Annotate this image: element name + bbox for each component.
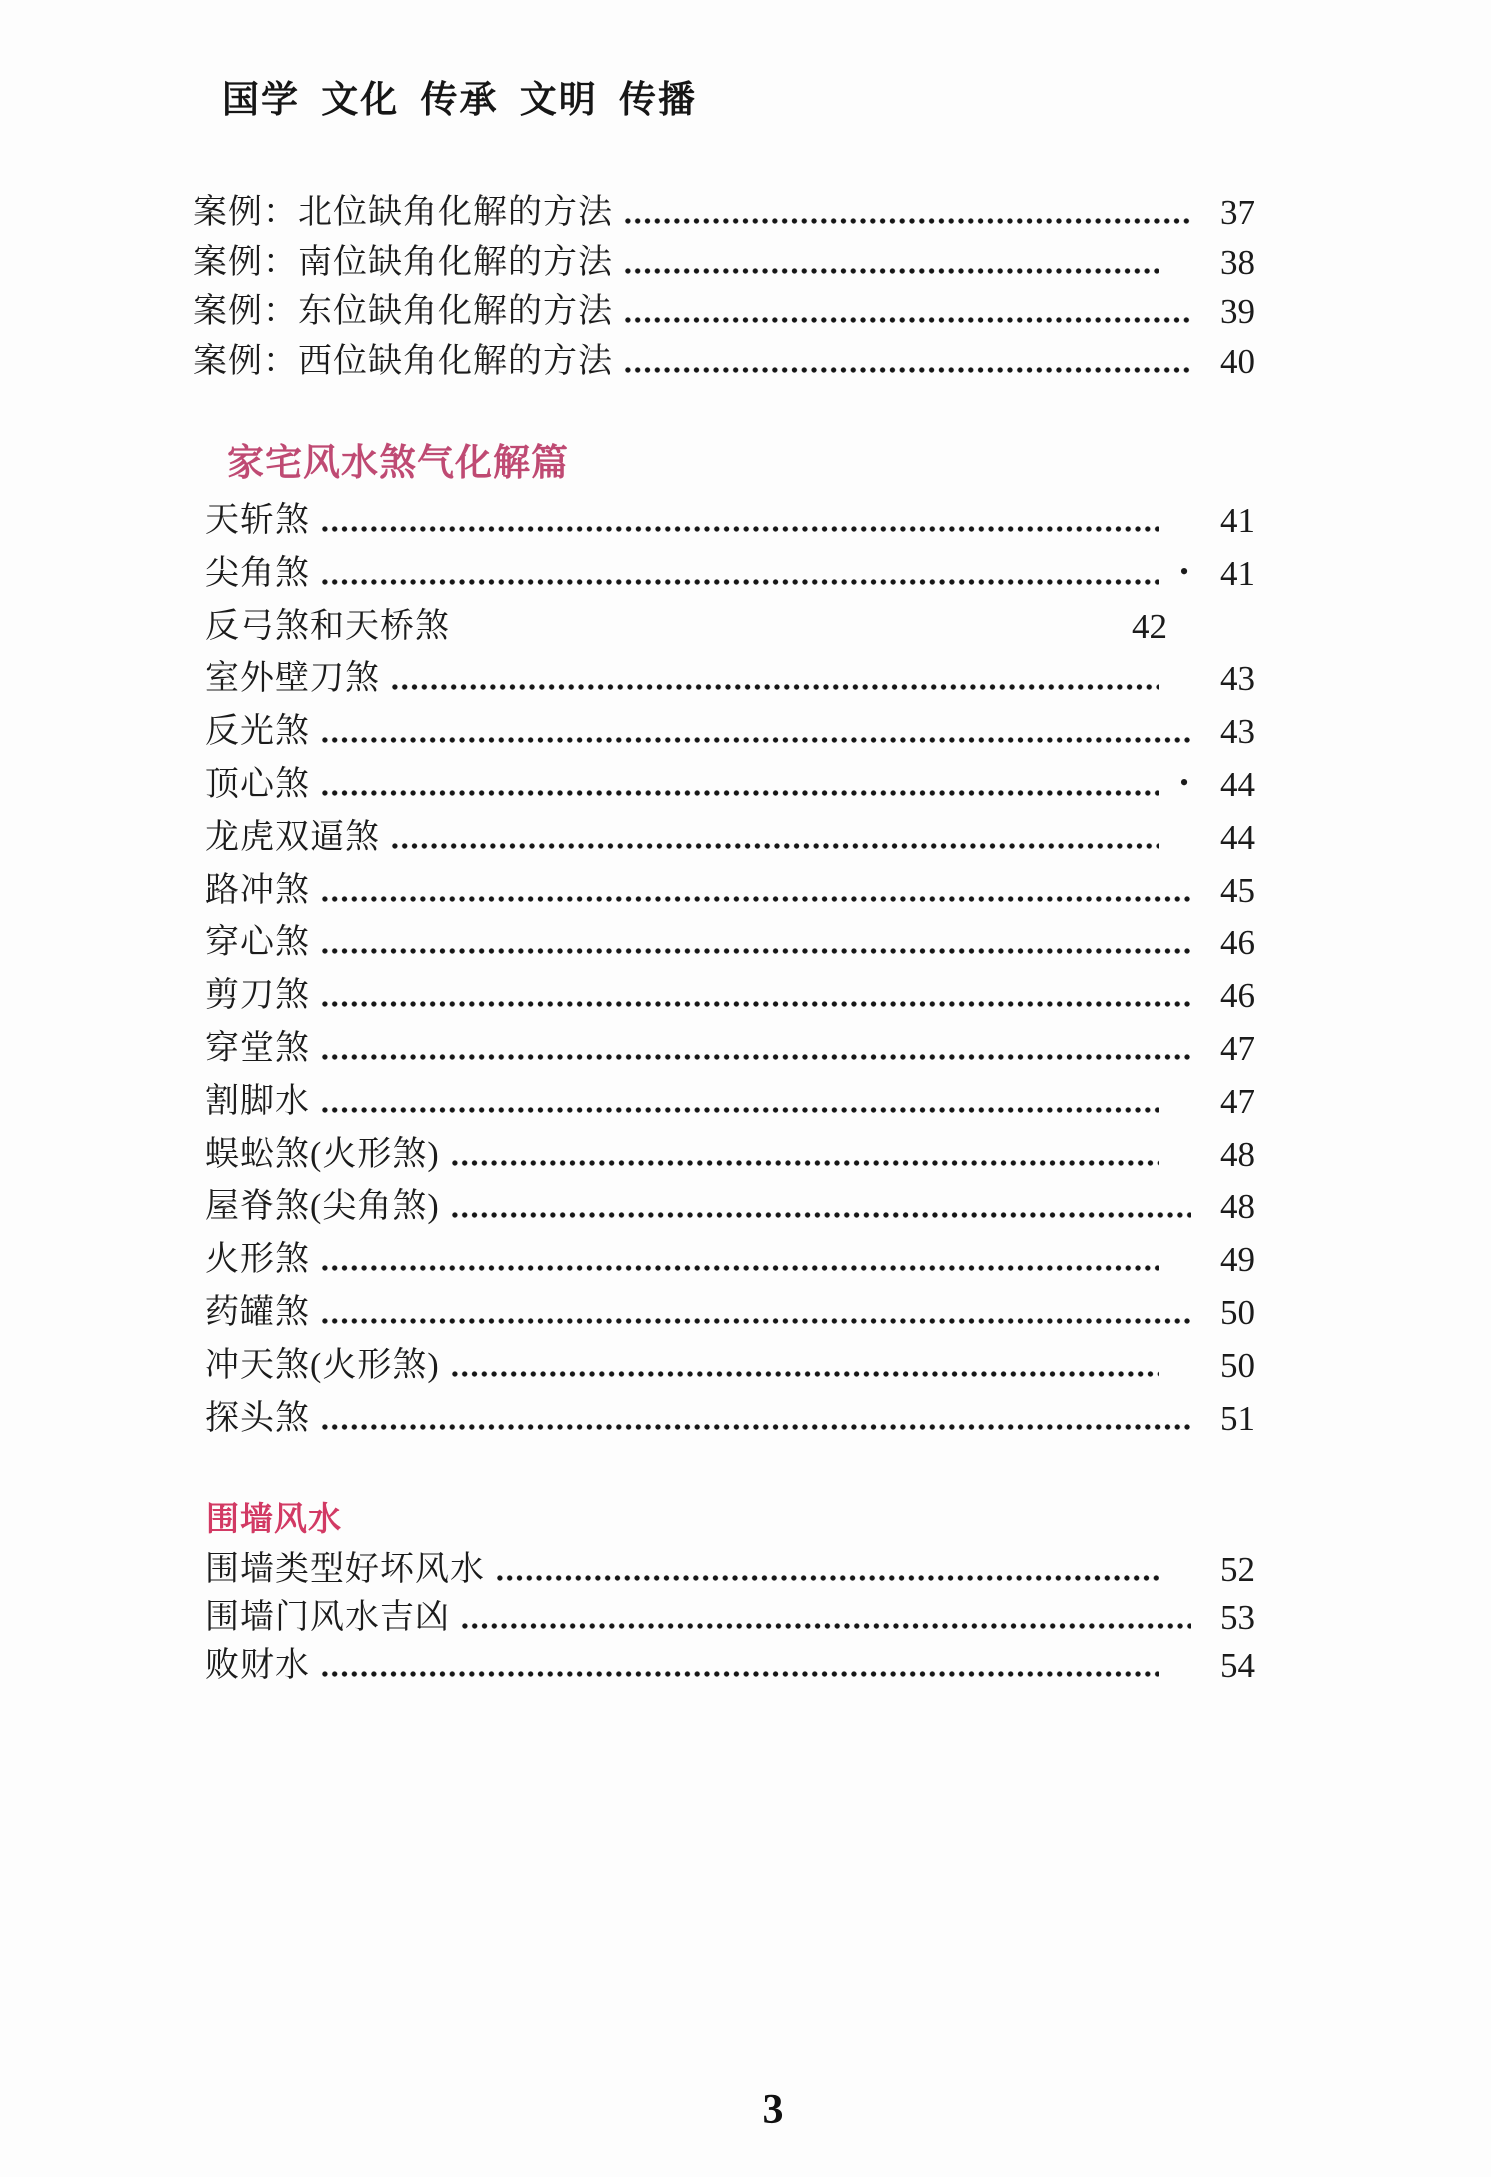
dot-leader: [450, 1371, 1159, 1377]
toc-entry-page-number: 41: [1220, 553, 1255, 593]
toc-entry: [205, 817, 1255, 857]
toc-entry: [205, 1028, 1255, 1068]
toc-entry-title: 天斩煞: [205, 502, 310, 539]
toc-entry: [205, 1345, 1255, 1385]
dot-leader: [320, 1265, 1159, 1271]
toc-entry-title: 尖角煞: [205, 554, 310, 592]
toc-entry: [193, 195, 1255, 231]
dot-leader: [320, 1424, 1191, 1430]
toc-entry-page-number: 47: [1220, 1028, 1255, 1068]
dot-leader: [623, 218, 1191, 224]
toc-entry-page-number: 41: [1220, 501, 1255, 540]
dot-leader: [390, 684, 1159, 690]
dot-leader: [320, 1107, 1159, 1113]
dot-leader: [390, 843, 1159, 849]
toc-entry-title: 室外壁刀煞: [205, 660, 380, 698]
toc-entry-page-number: 43: [1220, 659, 1255, 699]
toc-entry-title: 剪刀煞: [205, 977, 310, 1015]
toc-entry-title: 案例：南位缺角化解的方法: [193, 243, 613, 281]
toc-entry-page-number: 45: [1220, 870, 1255, 910]
toc-entry: [205, 1292, 1255, 1332]
toc-entry-page-number: 52: [1220, 1550, 1255, 1589]
toc-entry: [205, 764, 1255, 804]
toc-entry-page-number: 53: [1220, 1598, 1255, 1637]
toc-entry-title: 穿心煞: [205, 924, 310, 962]
toc-entry-page-number: 44: [1220, 764, 1255, 804]
toc-entry: [205, 606, 1255, 646]
toc-entry-title: 围墙门风水吉凶: [205, 1599, 450, 1636]
toc-entry-title: 冲天煞(火形煞): [205, 1346, 440, 1384]
dot-leader: [623, 317, 1191, 323]
dot-leader: [320, 896, 1191, 902]
toc-entry-title: 反弓煞和天桥煞: [205, 607, 450, 645]
toc-entry-title: 蜈蚣煞(火形煞): [205, 1135, 440, 1173]
toc-entry-page-number: 46: [1220, 976, 1255, 1016]
bullet-dot: •: [1179, 556, 1189, 586]
toc-entry: [205, 661, 1255, 697]
dot-leader: [320, 790, 1159, 796]
toc-entry-title: 路冲煞: [205, 871, 310, 909]
toc-entry-title: 败财水: [205, 1647, 310, 1684]
toc-entry-page-number: 54: [1220, 1646, 1255, 1685]
dot-leader: [320, 1054, 1191, 1060]
dot-leader: [623, 367, 1191, 373]
toc-entry: [193, 341, 1255, 381]
toc-entry: [205, 1134, 1255, 1174]
toc-entry-page-number: 40: [1220, 341, 1255, 381]
section-heading-home-sha-resolution: 家宅风水煞气化解篇: [227, 443, 569, 484]
toc-entry-title: 顶心煞: [205, 765, 310, 803]
toc-entry-title: 案例：西位缺角化解的方法: [193, 342, 613, 380]
bullet-dot: •: [1179, 767, 1189, 797]
toc-entry-title: 割脚水: [205, 1082, 310, 1120]
toc-entry-page-number: 48: [1220, 1187, 1255, 1227]
dot-leader: [320, 526, 1159, 532]
dot-leader: [320, 948, 1191, 954]
dot-leader: [320, 1318, 1191, 1324]
dot-leader: [320, 1671, 1159, 1677]
dot-leader: [450, 1160, 1159, 1166]
dot-leader: [460, 632, 1103, 638]
dot-leader: [623, 268, 1159, 274]
toc-entry: [205, 714, 1255, 750]
page-number: 3: [762, 2087, 784, 2133]
toc-entry: [205, 1081, 1255, 1121]
toc-entry-title: 药罐煞: [205, 1293, 310, 1331]
toc-entry: [205, 978, 1255, 1014]
toc-group-case-examples: [193, 195, 1255, 393]
dot-leader: [320, 1001, 1191, 1007]
toc-group-wall-fengshui: [205, 1552, 1255, 1696]
toc-entry-page-number: 37: [1220, 193, 1255, 232]
toc-entry-title: 案例：东位缺角化解的方法: [193, 293, 613, 330]
page-header-motto: 国学 文化 传承 文明 传播: [222, 80, 697, 121]
dot-leader: [495, 1575, 1159, 1581]
toc-entry: [205, 1242, 1255, 1278]
toc-entry-title: 火形煞: [205, 1241, 310, 1279]
toc-entry: [205, 1648, 1255, 1684]
toc-entry-title: 围墙类型好坏风水: [205, 1551, 485, 1588]
toc-entry: [205, 925, 1255, 961]
toc-entry-title: 案例：北位缺角化解的方法: [193, 194, 613, 231]
toc-entry: [205, 503, 1255, 539]
toc-entry-page-number: 43: [1220, 712, 1255, 752]
toc-entry-title: 龙虎双逼煞: [205, 818, 380, 856]
toc-entry-title: 屋脊煞(尖角煞): [205, 1188, 440, 1226]
toc-entry-page-number: 39: [1220, 292, 1255, 331]
toc-entry: [205, 1600, 1255, 1636]
toc-entry-page-number: 48: [1220, 1134, 1255, 1174]
toc-entry: [193, 242, 1255, 282]
toc-entry-page-number: 38: [1220, 242, 1255, 282]
toc-entry-title: 反光煞: [205, 713, 310, 751]
toc-entry-page-number: 46: [1220, 923, 1255, 963]
toc-entry-title: 穿堂煞: [205, 1029, 310, 1067]
toc-entry: [205, 553, 1255, 593]
toc-entry: [205, 1189, 1255, 1225]
toc-entry-page-number: 49: [1220, 1240, 1255, 1280]
toc-entry-page-number: 42: [1132, 606, 1167, 646]
dot-leader: [450, 1212, 1191, 1218]
toc-entry-page-number: 50: [1220, 1292, 1255, 1332]
toc-entry: [193, 294, 1255, 330]
toc-entry-page-number: 47: [1220, 1081, 1255, 1121]
toc-entry: [205, 870, 1255, 910]
dot-leader: [460, 1623, 1191, 1629]
toc-entry-page-number: 51: [1220, 1398, 1255, 1438]
dot-leader: [320, 737, 1191, 743]
toc-entry-page-number: 44: [1220, 817, 1255, 857]
toc-entry-title: 探头煞: [205, 1399, 310, 1437]
toc-entry: [205, 1398, 1255, 1438]
toc-entry-page-number: 50: [1220, 1345, 1255, 1385]
section-heading-wall-fengshui: 围墙风水: [206, 1502, 342, 1538]
dot-leader: [320, 579, 1159, 585]
toc-group-home-sha-resolution: [205, 503, 1255, 1453]
toc-entry: [205, 1552, 1255, 1588]
